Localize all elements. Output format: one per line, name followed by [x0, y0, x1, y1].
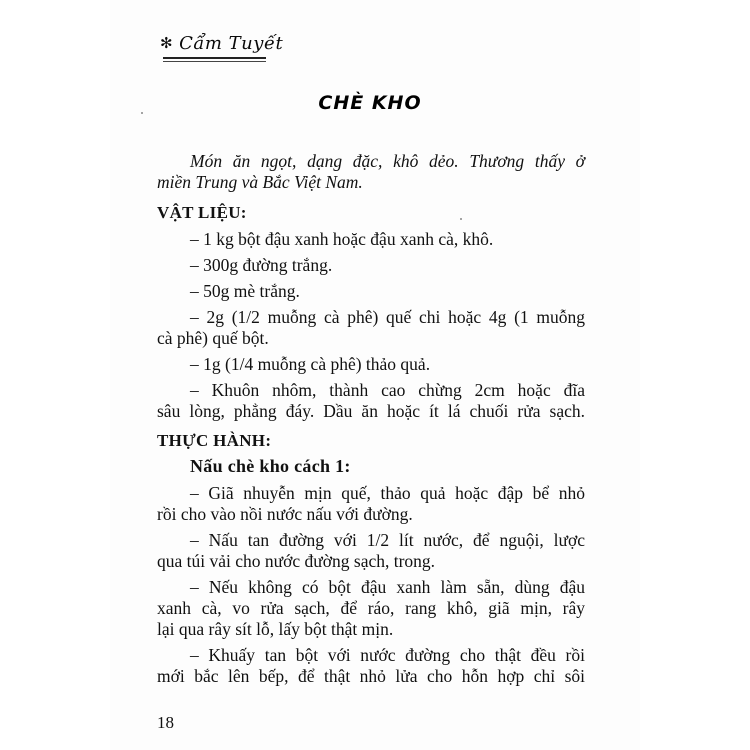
scan-speck: [460, 218, 462, 220]
method-step: – Khuấy tan bột với nước đường cho thật đều rồi: [190, 645, 585, 665]
intro-line: miền Trung và Bắc Việt Nam.: [157, 172, 363, 192]
ingredients-heading: VẬT LIỆU:: [157, 203, 247, 222]
ingredient-item: – 1g (1/4 muỗng cà phê) thảo quả.: [190, 354, 431, 374]
page-number: 18: [157, 713, 174, 732]
header-rule-thin: [163, 61, 266, 62]
method-step-continuation: mới bắc lên bếp, để thật nhỏ lửa cho hỗn hợp chỉ sôi: [157, 666, 585, 686]
page-title: CHÈ KHO: [318, 92, 422, 114]
ingredient-item: – 1 kg bột đậu xanh hoặc đậu xanh cà, khô.: [190, 229, 494, 249]
method-heading: THỰC HÀNH:: [157, 431, 272, 450]
method-step-continuation: rồi cho vào nồi nước nấu với đường.: [157, 504, 413, 524]
ingredient-item: – 300g đường trắng.: [190, 255, 333, 275]
ingredient-item-continuation: sâu lòng, phẳng đáy. Dầu ăn hoặc ít lá chuối rửa sạch.: [157, 401, 585, 421]
method-step: – Nếu không có bột đậu xanh làm sẵn, dùng đậu: [190, 577, 585, 597]
ingredient-item-continuation: cà phê) quế bột.: [157, 328, 269, 348]
method-step: – Giã nhuyễn mịn quế, thảo quả hoặc đập bể nhỏ: [190, 483, 585, 503]
method-step-continuation: lại qua rây sít lỗ, lấy bột thật mịn.: [157, 619, 394, 639]
ingredient-item: – Khuôn nhôm, thành cao chừng 2cm hoặc đĩa: [190, 380, 585, 400]
ingredient-item: – 2g (1/2 muỗng cà phê) quế chi hoặc 4g (1 muỗng: [190, 307, 585, 327]
method-step: – Nấu tan đường với 1/2 lít nước, để nguội, lược: [190, 530, 585, 550]
intro-line: Món ăn ngọt, dạng đặc, khô dẻo. Thương thấy ở: [190, 151, 585, 171]
method-subheading: Nấu chè kho cách 1:: [190, 456, 351, 476]
asterisk-ornament-icon: ✻: [160, 34, 174, 52]
ingredient-item: – 50g mè trắng.: [190, 281, 300, 301]
method-step-continuation: qua túi vải cho nước đường sạch, trong.: [157, 551, 436, 571]
running-header-author: Cẩm Tuyết: [179, 33, 284, 54]
method-step-continuation: xanh cà, vo rửa sạch, để ráo, rang khô, giã mịn, rây: [157, 598, 585, 618]
running-header: [160, 33, 283, 54]
header-rule-thick: [163, 57, 266, 59]
